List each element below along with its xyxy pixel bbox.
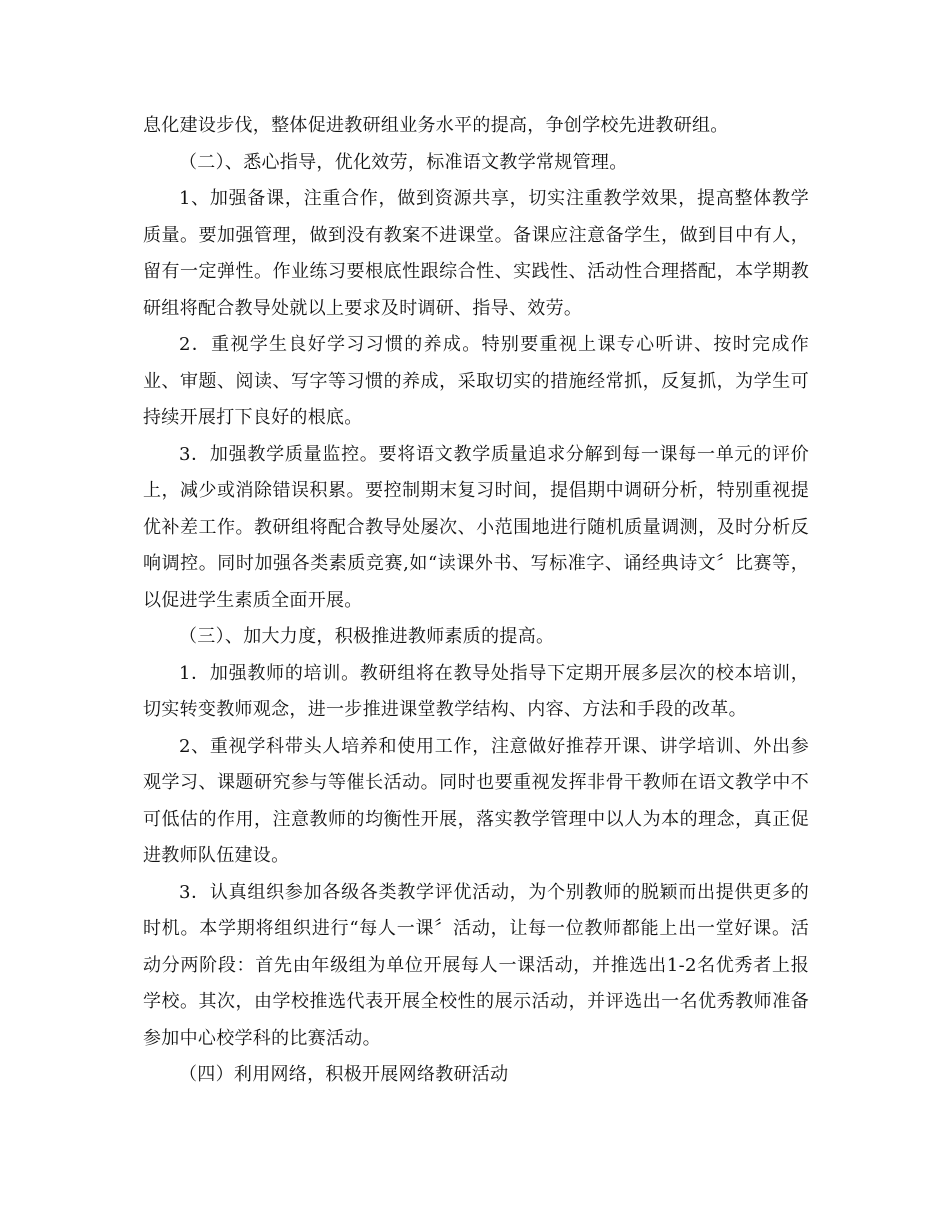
- paragraph-quality-monitoring: 3．加强教学质量监控。要将语文教学质量追求分解到每一课每一单元的评价上，减少或消除错误积累。要控制期末复习时间，提倡期中调研分析，特别重视提优补差工作。教研组将配合教导处屡次、小范围地进行随机质量调测，及时分析反响调控。同时加强各类素质竞赛,如“读课外书、写标准字、诵经典诗文〞比赛等，以促进学生素质全面开展。: [143, 443, 809, 611]
- paragraph-subject-leaders: 2、重视学科带头人培养和使用工作，注意做好推荐开课、讲学培训、外出参观学习、课题研究参与等催长活动。同时也要重视发挥非骨干教师在语文教学中不可低估的作用，注意教师的均衡性开展，落实教学管理中以人为本的理念，真正促进教师队伍建设。: [143, 735, 809, 866]
- paragraph-lesson-prep: 1、加强备课，注重合作，做到资源共享，切实注重教学效果，提高整体教学质量。要加强管理，做到没有教案不进课堂。备课应注意备学生，做到目中有人，留有一定弹性。作业练习要根底性跟综合性、实践性、活动性合理搭配，本学期教研组将配合教导处就以上要求及时调研、指导、效劳。: [143, 188, 809, 319]
- document-body: [143, 108, 809, 1094]
- section-heading-3: （三）、加大力度，积极推进教师素质的提高。: [179, 626, 555, 647]
- paragraph-teacher-training: 1．加强教师的培训。教研组将在教导处指导下定期开展多层次的校本培训，切实转变教师观念，进一步推进课堂教学结构、内容、方法和手段的改革。: [143, 662, 809, 720]
- paragraph-continuation: 息化建设步伐，整体促进教研组业务水平的提高，争创学校先进教研组。: [143, 115, 729, 136]
- paragraph-study-habits: 2．重视学生良好学习习惯的养成。特别要重视上课专心听讲、按时完成作业、审题、阅读、写字等习惯的养成，采取切实的措施经常抓，反复抓，为学生可持续开展打下良好的根底。: [143, 334, 809, 428]
- section-heading-2: （二）、悉心指导，优化效劳，标准语文教学常规管理。: [179, 151, 628, 173]
- paragraph-teaching-competitions: 3．认真组织参加各级各类教学评优活动，为个别教师的脱颖而出提供更多的时机。本学期将组织进行“每人一课〞活动，让每一位教师都能上出一堂好课。活动分两阶段：首先由年级组为单位开展每人一课活动，并推选出1-2名优秀者上报学校。其次，由学校推选代表开展全校性的展示活动，并评选出一名优秀教师准备参加中心校学科的比赛活动。: [143, 881, 809, 1049]
- section-heading-4: （四）利用网络，积极开展网络教研活动: [179, 1064, 509, 1085]
